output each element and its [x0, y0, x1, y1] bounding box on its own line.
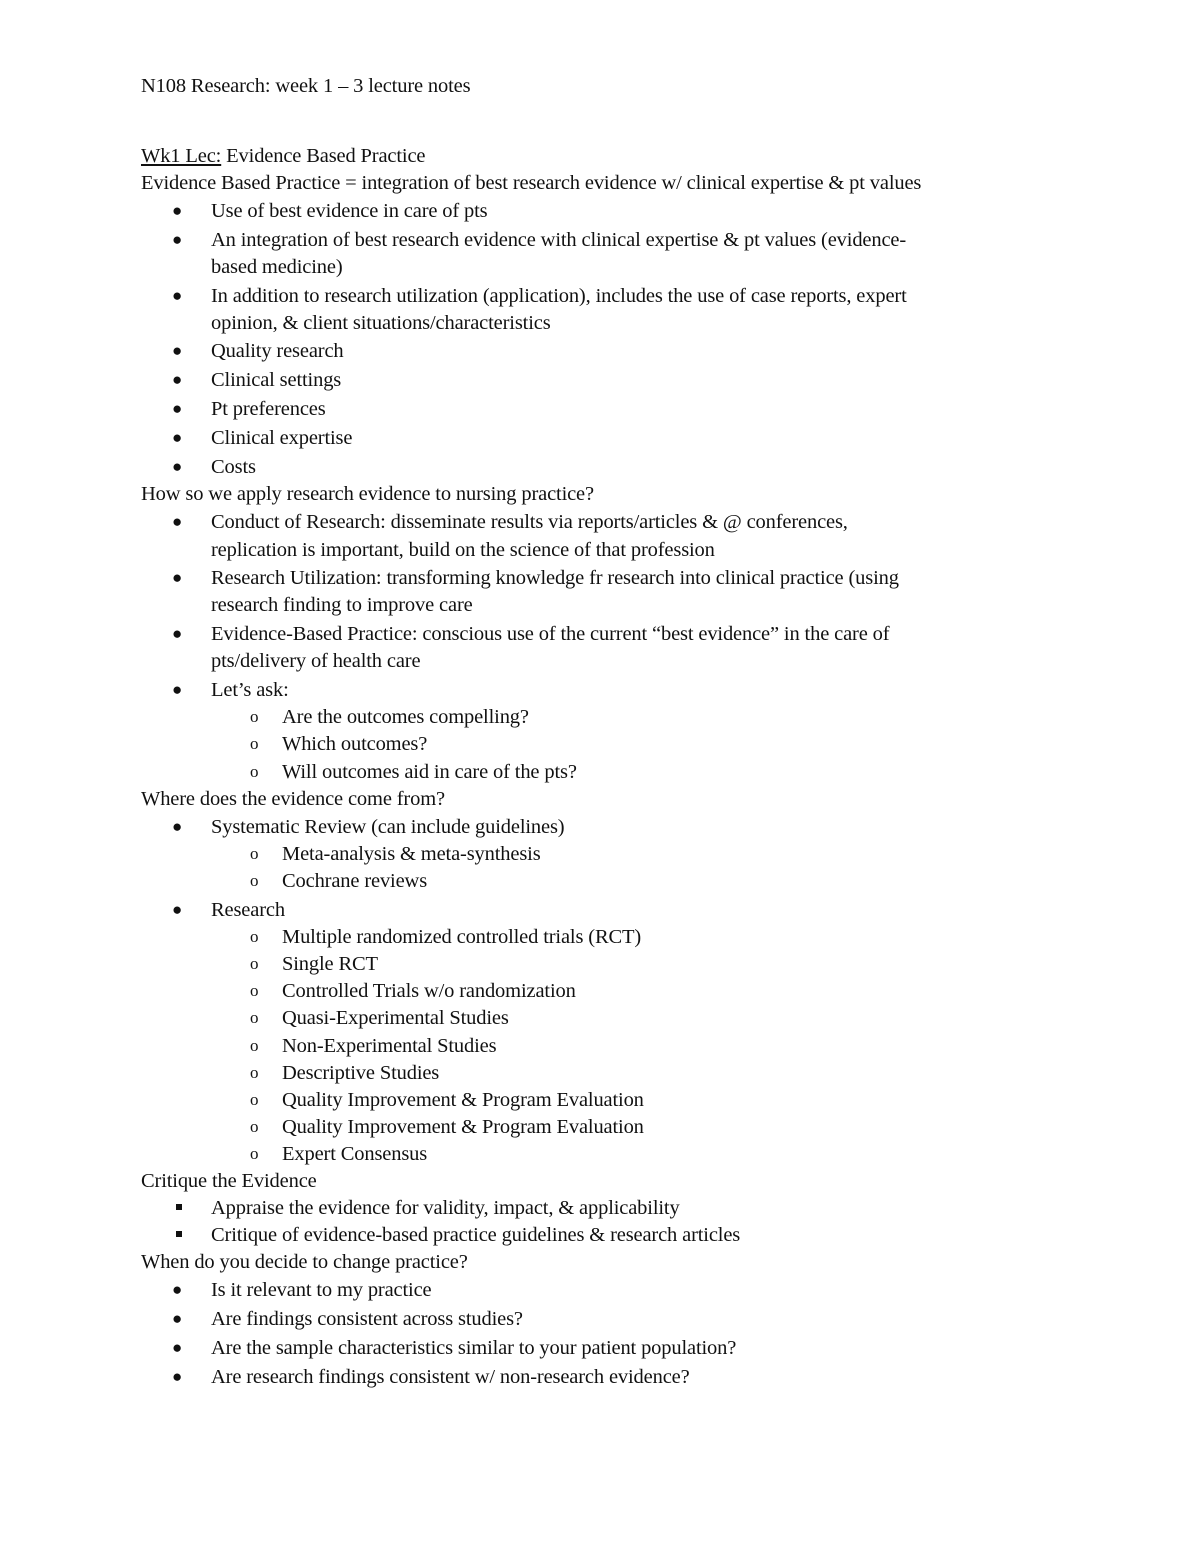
list-item-continuation: pts/delivery of health care [211, 650, 421, 672]
bullet-icon: ● [172, 370, 183, 389]
bullet-icon: ● [172, 1338, 183, 1357]
square-bullet-icon [176, 1231, 182, 1237]
list-item: Research [211, 899, 285, 921]
bullet-icon: ● [172, 900, 183, 919]
change-question: When do you decide to change practice? [141, 1251, 468, 1273]
list-item-continuation: replication is important, build on the science of that profession [211, 539, 715, 561]
list-item-continuation: based medicine) [211, 256, 343, 278]
list-item: Pt preferences [211, 398, 326, 420]
list-item: Conduct of Research: disseminate results via reports/articles & @ conferences, [211, 511, 848, 533]
bullet-icon: ● [172, 1309, 183, 1328]
bullet-icon: ● [172, 201, 183, 220]
bullet-icon: ● [172, 680, 183, 699]
sub-bullet-icon: o [250, 954, 259, 973]
bullet-icon: ● [172, 1280, 183, 1299]
sub-list-item: Expert Consensus [282, 1143, 428, 1165]
square-bullet-icon [176, 1204, 182, 1210]
list-item: Costs [211, 456, 256, 478]
sub-bullet-icon: o [250, 1144, 259, 1163]
section-heading [141, 143, 425, 169]
apply-question: How so we apply research evidence to nursing practice? [141, 483, 594, 505]
bullet-icon: ● [172, 286, 183, 305]
sub-bullet-icon: o [250, 981, 259, 1000]
evidence-question: Where does the evidence come from? [141, 788, 445, 810]
sub-list-item: Controlled Trials w/o randomization [282, 980, 576, 1002]
list-item: Critique of evidence-based practice guidelines & research articles [211, 1224, 741, 1246]
sub-list-item: Quality Improvement & Program Evaluation [282, 1116, 644, 1138]
bullet-icon: ● [172, 568, 183, 587]
bullet-icon: ● [172, 457, 183, 476]
sub-bullet-icon: o [250, 707, 259, 726]
heading-text: Evidence Based Practice [221, 145, 426, 167]
sub-list-item: Will outcomes aid in care of the pts? [282, 761, 577, 783]
list-item: Let’s ask: [211, 679, 289, 701]
sub-list-item: Non-Experimental Studies [282, 1035, 497, 1057]
list-item: Use of best evidence in care of pts [211, 200, 488, 222]
sub-bullet-icon: o [250, 871, 259, 890]
list-item: Evidence-Based Practice: conscious use of the current “best evidence” in the care of [211, 623, 890, 645]
sub-bullet-icon: o [250, 1063, 259, 1082]
list-item: Quality research [211, 340, 344, 362]
sub-list-item: Quality Improvement & Program Evaluation [282, 1089, 644, 1111]
list-item-continuation: research finding to improve care [211, 594, 473, 616]
heading-label: Wk1 Lec: [141, 145, 222, 167]
bullet-icon: ● [172, 341, 183, 360]
bullet-icon: ● [172, 512, 183, 531]
sub-list-item: Quasi-Experimental Studies [282, 1007, 509, 1029]
critique-heading: Critique the Evidence [141, 1170, 317, 1192]
sub-list-item: Multiple randomized controlled trials (RCT) [282, 926, 642, 948]
sub-list-item: Are the outcomes compelling? [282, 706, 529, 728]
bullet-icon: ● [172, 624, 183, 643]
list-item: Are the sample characteristics similar to your patient population? [211, 1337, 737, 1359]
sub-bullet-icon: o [250, 927, 259, 946]
sub-list-item: Meta-analysis & meta-synthesis [282, 843, 541, 865]
sub-bullet-icon: o [250, 1090, 259, 1109]
bullet-icon: ● [172, 399, 183, 418]
list-item: Systematic Review (can include guidelines) [211, 816, 565, 838]
list-item-continuation: opinion, & client situations/characteristics [211, 312, 551, 334]
bullet-icon: ● [172, 230, 183, 249]
list-item: Appraise the evidence for validity, impact, & applicability [211, 1197, 680, 1219]
list-item: Is it relevant to my practice [211, 1279, 432, 1301]
document-title: N108 Research: week 1 – 3 lecture notes [141, 75, 471, 97]
ebp-definition: Evidence Based Practice = integration of best research evidence w/ clinical expertise & pt values [141, 172, 922, 194]
sub-list-item: Single RCT [282, 953, 378, 975]
list-item: Research Utilization: transforming knowledge fr research into clinical practice (using [211, 567, 899, 589]
sub-bullet-icon: o [250, 844, 259, 863]
sub-bullet-icon: o [250, 734, 259, 753]
bullet-icon: ● [172, 428, 183, 447]
list-item: Clinical settings [211, 369, 342, 391]
sub-list-item: Which outcomes? [282, 733, 428, 755]
list-item: Are research findings consistent w/ non-research evidence? [211, 1366, 690, 1388]
list-item: An integration of best research evidence with clinical expertise & pt values (evidence- [211, 229, 907, 251]
bullet-icon: ● [172, 1367, 183, 1386]
list-item: Are findings consistent across studies? [211, 1308, 523, 1330]
sub-list-item: Cochrane reviews [282, 870, 428, 892]
sub-list-item: Descriptive Studies [282, 1062, 440, 1084]
list-item: Clinical expertise [211, 427, 353, 449]
list-item: In addition to research utilization (application), includes the use of case reports, expert [211, 285, 907, 307]
sub-bullet-icon: o [250, 762, 259, 781]
sub-bullet-icon: o [250, 1117, 259, 1136]
sub-bullet-icon: o [250, 1036, 259, 1055]
sub-bullet-icon: o [250, 1008, 259, 1027]
bullet-icon: ● [172, 817, 183, 836]
